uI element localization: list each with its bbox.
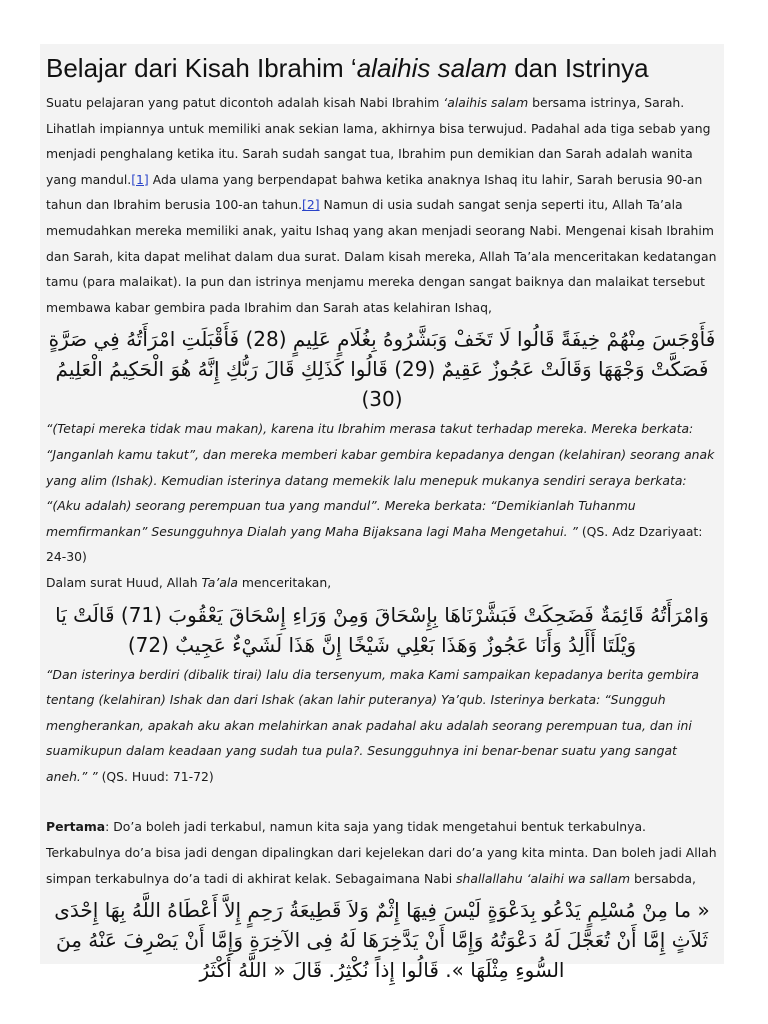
article-content <box>40 44 724 985</box>
pertama-text-2: bersabda, <box>630 870 696 886</box>
paragraph-huud-intro <box>46 570 718 596</box>
translation-text: “(Tetapi mereka tidak mau makan), karena itu Ibrahim merasa takut terhadap mereka. Mereka berkata: “Janganlah kamu takut”, dan mereka memberi kabar gembira kepadanya dengan (kelahiran) seorang anak yang alim (Ishak). Kemudian isterinya datang memekik lalu menepuk mukanya sendiri seraya berkata: “(Aku adalah) seorang perempuan tua yang mandul”. Mereka berkata: “Demikianlah Tuhanmu memfirmankan” Sesungguhnya Dialah yang Maha Bijaksana lagi Maha Mengetahui. ” <box>46 421 715 539</box>
huud-intro-text-2: menceritakan, <box>237 574 332 590</box>
translation-adz-dzariyaat <box>46 416 718 570</box>
quran-verse-huud: وَامْرَأَتُهُ قَائِمَةٌ فَضَحِكَتْ فَبَشَّرْنَاهَا بِإِسْحَاقَ وَمِنْ وَرَاءِ إِسْحَاقَ يَعْقُوبَ (71) قَالَتْ يَا وَيْلَتَا أَأَلِدُ وَأَنَا عَجُوزٌ وَهَذَا بَعْلِي شَيْخًا إِنَّ هَذَا لَشَيْءٌ عَجِيبٌ (72) <box>55 602 709 657</box>
huud-intro-text: Dalam surat Huud, Allah <box>46 574 202 590</box>
paragraph-pertama <box>46 814 718 891</box>
paragraph-intro <box>46 90 718 320</box>
translation-huud <box>46 662 718 790</box>
huud-intro-italic: Ta’ala <box>201 574 238 590</box>
hadith-text: « ما مِنْ مُسْلِمٍ يَدْعُو بِدَعْوَةٍ لَيْسَ فِيهَا إِثْمٌ وَلاَ قَطِيعَةُ رَحِمٍ إِلاَّ أَعْطَاهُ اللَّهُ بِهَا إِحْدَى ثَلاَثٍ إِمَّا أَنْ تُعَجَّلَ لَهُ دَعْوَتُهُ وَإِمَّا أَنْ يَدَّخِرَهَا لَهُ فِى الآخِرَةِ وَإِمَّا أَنْ يَصْرِفَ عَنْهُ مِنَ السُّوءِ مِثْلَهَا ». قَالُوا إِذاً نُكْثِرُ. قَالَ « اللَّهُ أَكْثَرُ <box>54 898 710 983</box>
intro-text-3: Ada ulama yang berpendapat bahwa ketika anaknya Ishaq itu lahir, Sarah berusia 90-an tahun dan Ibrahim berusia 100-an tahun. <box>46 171 703 213</box>
intro-text-4: Namun di usia sudah sangat senja seperti itu, Allah Ta’ala memudahkan mereka memiliki anak, yaitu Ishaq yang akan menjadi seorang Nabi. Mengenai kisah Ibrahim dan Sarah, kita dapat melihat dalam dua surat. Dalam kisah mereka, Allah Ta’ala menceritakan kedatangan tamu (para malaikat). Ia pun dan istrinya menjamu mereka dengan sangat baiknya dan malaikat tersebut membawa kabar gembira pada Ibrahim dan Sarah atas kelahiran Ishaq, <box>46 197 717 315</box>
title-italic: alaihis salam <box>356 53 507 83</box>
quran-verse-adz-dzariyaat: فَأَوْجَسَ مِنْهُمْ خِيفَةً قَالُوا لَا تَخَفْ وَبَشَّرُوهُ بِغُلَامٍ عَلِيمٍ (28) فَأَقْبَلَتِ امْرَأَتُهُ فِي صَرَّةٍ فَصَكَّتْ وَجْهَهَا وَقَالَتْ عَجُوزٌ عَقِيمٌ (29) قَالُوا كَذَلِكِ قَالَ رَبُّكِ إِنَّهُ هُوَ الْحَكِيمُ الْعَلِيمُ (30) <box>48 327 716 412</box>
verse-reference: (QS. Adz Dzariyaat: 24-30) <box>46 523 703 565</box>
title-text: Belajar dari Kisah Ibrahim ‘ <box>46 53 357 83</box>
intro-text: Suatu pelajaran yang patut dicontoh adalah kisah Nabi Ibrahim <box>46 95 444 110</box>
translation-text: “Dan isterinya berdiri (dibalik tirai) lalu dia tersenyum, maka Kami sampaikan kepadanya berita gembira tentang (kelahiran) Ishak dan dari Ishak (akan lahir puteranya) Ya’qub. Isterinya berkata: “Sungguh mengherankan, apakah aku akan melahirkan anak padahal aku adalah seorang perempuan tua, dan ini suamikupun dalam keadaan yang sudah tua pula?. Sesungguhnya ini benar-benar suatu yang sangat aneh.” ” <box>46 666 699 784</box>
pertama-heading: Pertama <box>46 819 106 835</box>
footnote-link-2[interactable]: [2] <box>302 197 320 213</box>
pertama-text: : Do’a boleh jadi terkabul, namun kita saja yang tidak mengetahui bentuk terkabulnya. Terkabulnya do’a bisa jadi dengan dipalingkan dari kejelekan dari do’a yang kita minta. Dan boleh jadi Allah simpan terkabulnya do’a tadi di akhirat kelak. Sebagaimana Nabi <box>46 819 717 886</box>
footnote-link-1[interactable]: [1] <box>131 171 149 187</box>
paragraph-spacer <box>46 789 718 814</box>
verse-reference: (QS. Huud: 71-72) <box>97 768 214 784</box>
title-text-end: dan Istrinya <box>507 53 649 83</box>
pertama-italic: shallallahu ‘alaihi wa sallam <box>456 870 631 886</box>
article-page <box>40 44 724 983</box>
intro-italic: ‘alaihis salam <box>443 95 529 110</box>
article-title <box>46 50 718 86</box>
intro-text-2: bersama istrinya, Sarah. Lihatlah impiannya untuk memiliki anak sekian lama, akhirnya bisa terwujud. Padahal ada tiga sebab yang menjadi penghalang ketika itu. Sarah sudah sangat tua, Ibrahim pun demikian dan Sarah adalah wanita yang mandul. <box>46 95 711 187</box>
